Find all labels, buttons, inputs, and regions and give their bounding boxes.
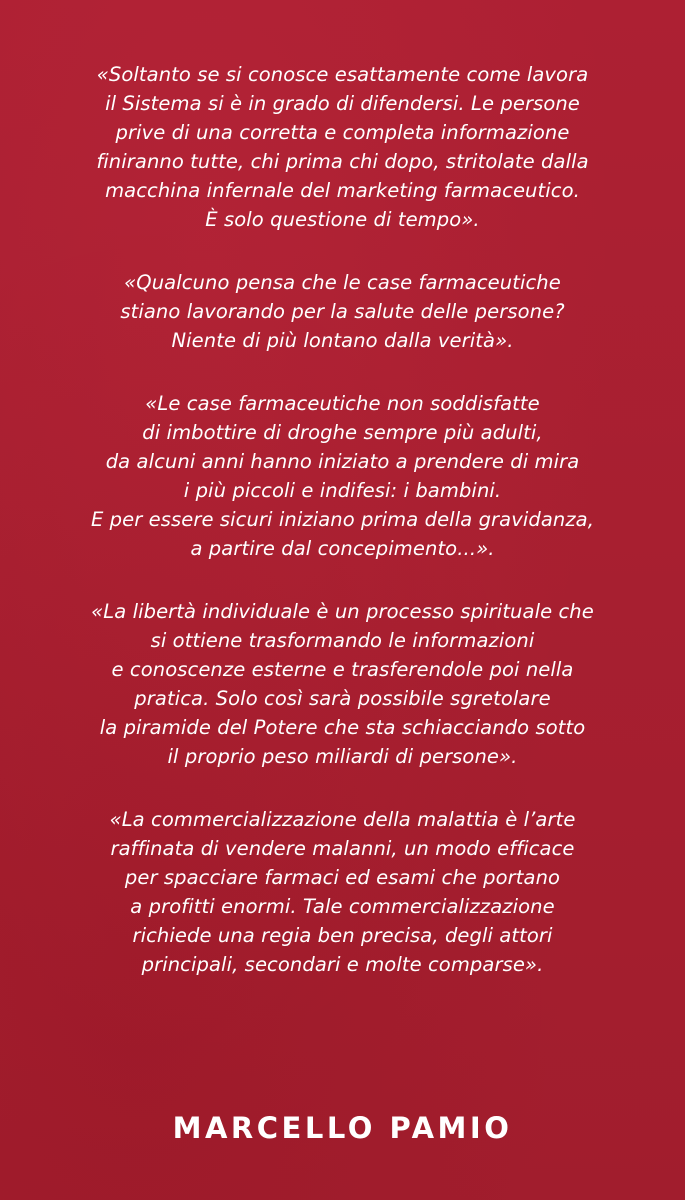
quote-line: «La libertà individuale è un processo spirituale che xyxy=(91,600,594,623)
quote-line: prive di una corretta e completa informazione xyxy=(115,121,570,144)
quote-line: È solo questione di tempo». xyxy=(205,208,480,231)
quote-4 xyxy=(0,597,685,771)
quote-line: principali, secondari e molte comparse». xyxy=(141,953,544,976)
quotes-section xyxy=(0,60,685,1013)
quote-line: richiede una regia ben precisa, degli attori xyxy=(132,924,553,947)
quote-line: raffinata di vendere malanni, un modo efficace xyxy=(110,837,575,860)
author-name: MARCELLO PAMIO xyxy=(172,1111,513,1145)
quote-line: «Le case farmaceutiche non soddisfatte xyxy=(145,392,540,415)
quote-5 xyxy=(0,805,685,979)
quote-line: la piramide del Potere che sta schiacciando sotto xyxy=(99,716,586,739)
quote-line: e conoscenze esterne e trasferendole poi nella xyxy=(111,658,574,681)
quote-line: il Sistema si è in grado di difendersi. Le persone xyxy=(105,92,580,115)
quote-line: stiano lavorando per la salute delle persone? xyxy=(120,300,565,323)
quote-line: a partire dal concepimento...». xyxy=(190,537,495,560)
quote-line: i più piccoli e indifesi: i bambini. xyxy=(183,479,502,502)
quote-line: il proprio peso miliardi di persone». xyxy=(167,745,518,768)
quote-line: per spacciare farmaci ed esami che portano xyxy=(124,866,561,889)
quote-line: si ottiene trasformando le informazioni xyxy=(150,629,535,652)
quote-3 xyxy=(0,389,685,563)
quote-line: «Qualcuno pensa che le case farmaceutiche xyxy=(124,271,561,294)
quote-line: a profitti enormi. Tale commercializzazione xyxy=(130,895,555,918)
quote-line: da alcuni anni hanno iniziato a prendere di mira xyxy=(105,450,580,473)
quote-line: «Soltanto se si conosce esattamente come lavora xyxy=(96,63,589,86)
quote-line: E per essere sicuri iniziano prima della gravidanza, xyxy=(90,508,595,531)
quote-1 xyxy=(0,60,685,234)
quote-line: Niente di più lontano dalla verità». xyxy=(171,329,514,352)
quote-line: pratica. Solo così sarà possibile sgretolare xyxy=(134,687,551,710)
quote-line: «La commercializzazione della malattia è l’arte xyxy=(109,808,576,831)
quote-line: di imbottire di droghe sempre più adulti, xyxy=(142,421,543,444)
quote-line: finiranno tutte, chi prima chi dopo, stritolate dalla xyxy=(96,150,589,173)
quote-line: macchina infernale del marketing farmaceutico. xyxy=(105,179,580,202)
quote-2 xyxy=(0,268,685,355)
